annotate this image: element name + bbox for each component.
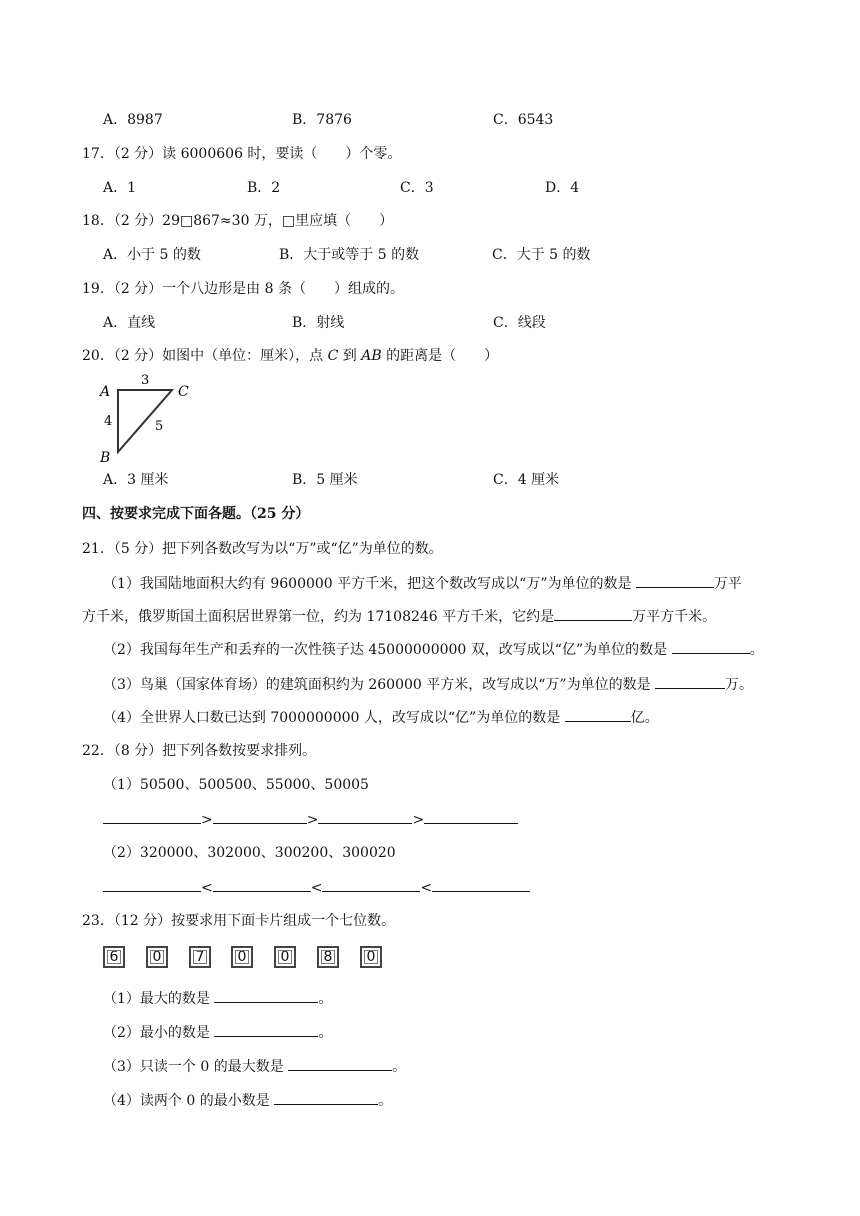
q22-gt-1: > <box>201 812 213 828</box>
q21-part2-blank[interactable] <box>672 639 750 654</box>
q18-option-b: B．大于或等于 5 的数 <box>279 247 420 263</box>
q21-part1-blank-b[interactable] <box>554 606 632 621</box>
q18-option-a: A．小于 5 的数 <box>103 247 201 263</box>
q21-part2-end: 。 <box>749 642 764 658</box>
q20-segment-ab: AB <box>361 348 382 364</box>
digit-card: 0 <box>146 946 168 968</box>
q21-part4-text: （4）全世界人口数已达到 7000000000 人，改写成以“亿”为单位的数是 <box>103 710 565 726</box>
q17-option-c: C．3 <box>400 180 434 196</box>
q22-p2-blank-2[interactable] <box>213 877 311 892</box>
q21-part1-blank-a[interactable] <box>636 573 714 588</box>
vertex-a-label: A <box>100 384 111 400</box>
vertex-c-label: C <box>178 384 189 400</box>
q17-option-a: A．1 <box>103 180 137 196</box>
q22-part1-answer-row <box>103 809 518 830</box>
q21-part2-text: （2）我国每年生产和丢弃的一次性筷子达 45000000000 双，改写成以“亿”为单位的数是 <box>103 642 672 658</box>
q23-part4-blank[interactable] <box>274 1090 378 1105</box>
q23-part4 <box>103 1090 392 1111</box>
q22-lt-2: < <box>310 880 323 896</box>
section-heading: 四、按要求完成下面各题。（25 分） <box>82 506 310 522</box>
q20-stem-pre: 20．（2 分）如图中（单位：厘米），点 <box>82 348 328 364</box>
q21-part3-text: （3）鸟巢（国家体育场）的建筑面积约为 260000 平方米，改写成以“万”为单位的数是 <box>103 677 656 693</box>
side-ab-length: 4 <box>104 414 113 429</box>
q21-part2 <box>103 639 764 660</box>
q21-part3-blank[interactable] <box>655 674 725 689</box>
q21-stem: 21．（5 分）把下列各数改写为以“万”或“亿”为单位的数。 <box>82 541 443 557</box>
q22-p2-blank-1[interactable] <box>103 877 201 892</box>
q21-part1-unit: 万平 <box>713 576 742 592</box>
q21-part3 <box>103 674 753 695</box>
q22-stem: 22．（8 分）把下列各数按要求排列。 <box>82 743 317 759</box>
q23-part1-end: 。 <box>318 991 333 1007</box>
side-ac-length: 3 <box>141 373 150 388</box>
q21-part4-unit: 亿。 <box>630 710 659 726</box>
digit-card: 0 <box>231 946 253 968</box>
q23-part3-blank[interactable] <box>288 1056 392 1071</box>
triangle-shape <box>118 390 172 452</box>
vertex-b-label: B <box>100 450 111 466</box>
q20-stem-post: 的距离是（ ） <box>381 348 499 364</box>
digit-card: 0 <box>360 946 382 968</box>
triangle-figure <box>96 366 196 466</box>
q22-lt-1: < <box>201 880 213 896</box>
q23-part3-text: （3）只读一个 0 的最大数是 <box>103 1059 289 1075</box>
q23-part1 <box>103 988 332 1009</box>
q21-part4 <box>103 707 659 728</box>
q22-p1-blank-4[interactable] <box>424 809 518 824</box>
q22-p1-blank-1[interactable] <box>103 809 201 824</box>
q19-option-a: A．直线 <box>103 315 156 331</box>
q23-part3-end: 。 <box>392 1059 407 1075</box>
q23-part4-text: （4）读两个 0 的最小数是 <box>103 1093 275 1109</box>
q20-stem <box>82 346 498 366</box>
q21-part3-unit: 万。 <box>725 677 754 693</box>
q22-gt-3: > <box>412 812 425 828</box>
q23-part4-end: 。 <box>378 1093 393 1109</box>
q20-option-b: B．5 厘米 <box>292 472 358 488</box>
q22-p2-blank-4[interactable] <box>432 877 530 892</box>
q22-part1: （1）50500、500500、55000、50005 <box>103 777 369 793</box>
q23-part2-text: （2）最小的数是 <box>103 1025 215 1041</box>
q23-part3 <box>103 1056 406 1077</box>
q18-stem: 18．（2 分）29□867≈30 万，□里应填（ ） <box>82 213 394 229</box>
side-bc-length: 5 <box>155 419 164 434</box>
q23-part2-blank[interactable] <box>214 1022 318 1037</box>
q22-p2-blank-3[interactable] <box>322 877 420 892</box>
q21-part1-unit-2: 万平方千米。 <box>632 609 717 625</box>
q19-stem: 19．（2 分）一个八边形是由 8 条（ ）组成的。 <box>82 281 404 297</box>
q21-part1-line1 <box>103 573 742 594</box>
q20-stem-mid: 到 <box>338 348 362 364</box>
digit-card: 0 <box>274 946 296 968</box>
q16-option-a: A．8987 <box>103 112 163 128</box>
q22-gt-2: > <box>306 812 319 828</box>
q20-option-a: A．3 厘米 <box>103 472 169 488</box>
q19-option-c: C．线段 <box>493 315 546 331</box>
q23-part1-text: （1）最大的数是 <box>103 991 215 1007</box>
q17-option-d: D．4 <box>545 180 580 196</box>
q23-part1-blank[interactable] <box>214 988 318 1003</box>
q16-option-c: C．6543 <box>493 112 554 128</box>
q20-point-c: C <box>327 348 339 364</box>
q17-option-b: B．2 <box>247 180 281 196</box>
q23-part2-end: 。 <box>318 1025 333 1041</box>
q21-part1-line2 <box>82 606 716 627</box>
q22-part2: （2）320000、302000、300200、300020 <box>103 845 396 861</box>
q16-option-b: B．7876 <box>292 112 352 128</box>
q23-stem: 23．（12 分）按要求用下面卡片组成一个七位数。 <box>82 913 396 929</box>
q22-lt-3: < <box>420 880 433 896</box>
q20-option-c: C．4 厘米 <box>493 472 560 488</box>
q21-part1-text-2: 方千米，俄罗斯国土面积居世界第一位，约为 17108246 平方千米，它约是 <box>82 609 555 625</box>
q19-option-b: B．射线 <box>292 315 345 331</box>
q22-p1-blank-3[interactable] <box>318 809 412 824</box>
q22-part2-answer-row <box>103 877 530 898</box>
digit-card: 7 <box>189 946 211 968</box>
digit-card: 6 <box>103 946 125 968</box>
q18-option-c: C．大于 5 的数 <box>492 247 591 263</box>
q17-stem: 17．（2 分）读 6000606 时，要读（ ）个零。 <box>82 146 402 162</box>
q21-part4-blank[interactable] <box>565 707 631 722</box>
q22-p1-blank-2[interactable] <box>213 809 307 824</box>
q23-part2 <box>103 1022 332 1043</box>
q21-part1-text: （1）我国陆地面积大约有 9600000 平方千米，把这个数改写成以“万”为单位的数是 <box>103 576 636 592</box>
digit-card: 8 <box>317 946 339 968</box>
